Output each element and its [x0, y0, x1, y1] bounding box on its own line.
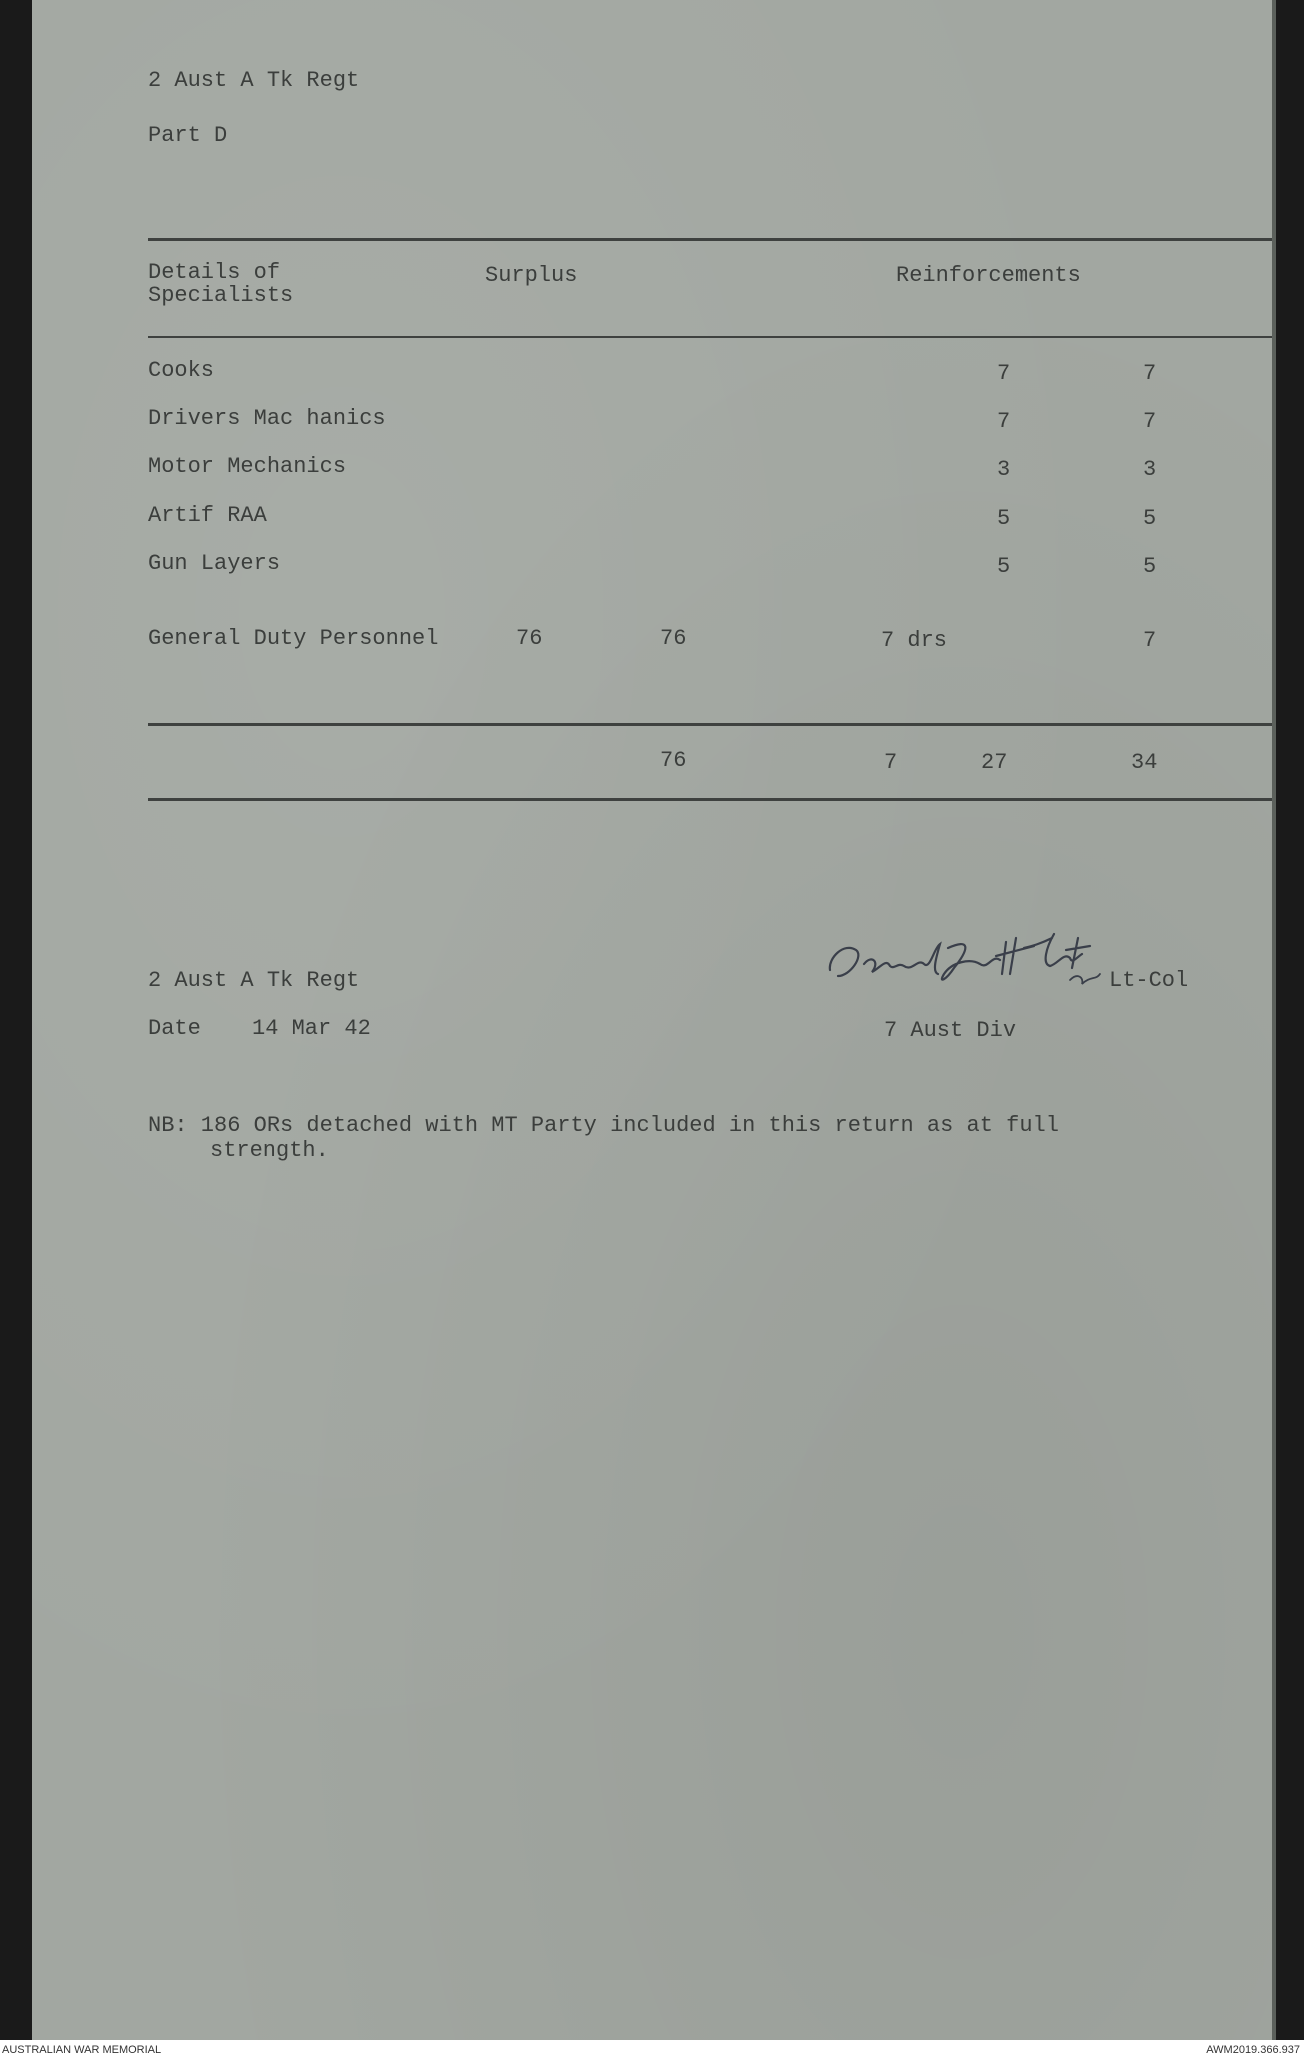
gdp-reinf: 7 drs [881, 628, 948, 653]
row-reinf-artif: 5 [997, 506, 1011, 531]
row-label-artif: Artif RAA [148, 503, 267, 528]
gdp-total: 7 [1143, 628, 1157, 653]
gdp-surplus-a: 76 [516, 626, 543, 651]
total-surplus: 76 [660, 748, 687, 773]
note-line2: strength. [210, 1138, 329, 1163]
table-top-rule [148, 238, 1272, 241]
total-reinf-a: 7 [884, 750, 898, 775]
part-heading: Part D [148, 123, 228, 148]
row-total-gun-layers: 5 [1143, 554, 1157, 579]
row-total-motor-mechanics: 3 [1143, 457, 1157, 482]
row-reinf-drivers: 7 [997, 409, 1011, 434]
rank-label: Lt-Col [1109, 968, 1189, 993]
surplus-header: Surplus [485, 263, 578, 288]
note-line1: NB: 186 ORs detached with MT Party included in this return as at full [148, 1113, 1059, 1138]
date-label: Date [148, 1016, 201, 1041]
row-total-drivers: 7 [1143, 409, 1157, 434]
archive-footer [0, 2040, 1304, 2061]
reinforcements-header: Reinforcements [896, 263, 1081, 288]
footer-unit: 2 Aust A Tk Regt [148, 968, 360, 993]
details-header-line1: Details of [148, 260, 281, 285]
paper-edge-shadow [1272, 0, 1276, 2040]
archive-name: AUSTRALIAN WAR MEMORIAL [2, 2044, 162, 2056]
date-value: 14 Mar 42 [252, 1016, 371, 1041]
document-page [32, 0, 1272, 2040]
row-label-motor-mechanics: Motor Mechanics [148, 454, 347, 479]
row-reinf-motor-mechanics: 3 [997, 457, 1011, 482]
total-grand: 34 [1131, 750, 1158, 775]
row-total-artif: 5 [1143, 506, 1157, 531]
total-reinf-b: 27 [981, 750, 1008, 775]
archive-id: AWM2019.366.937 [1206, 2044, 1300, 2056]
row-reinf-gun-layers: 5 [997, 554, 1011, 579]
gdp-label: General Duty Personnel [148, 626, 439, 651]
details-header-line2: Specialists [148, 283, 294, 308]
totals-top-rule [148, 723, 1272, 726]
gdp-surplus-b: 76 [660, 626, 687, 651]
row-label-drivers: Drivers Mac hanics [148, 406, 386, 431]
header-rule [148, 336, 1272, 338]
division-label: 7 Aust Div [884, 1018, 1017, 1043]
row-label-gun-layers: Gun Layers [148, 551, 281, 576]
row-reinf-cooks: 7 [997, 361, 1011, 386]
row-total-cooks: 7 [1143, 361, 1157, 386]
row-label-cooks: Cooks [148, 358, 215, 383]
totals-bottom-rule [148, 798, 1272, 801]
unit-heading: 2 Aust A Tk Regt [148, 68, 360, 93]
handwritten-signature [820, 918, 1130, 990]
